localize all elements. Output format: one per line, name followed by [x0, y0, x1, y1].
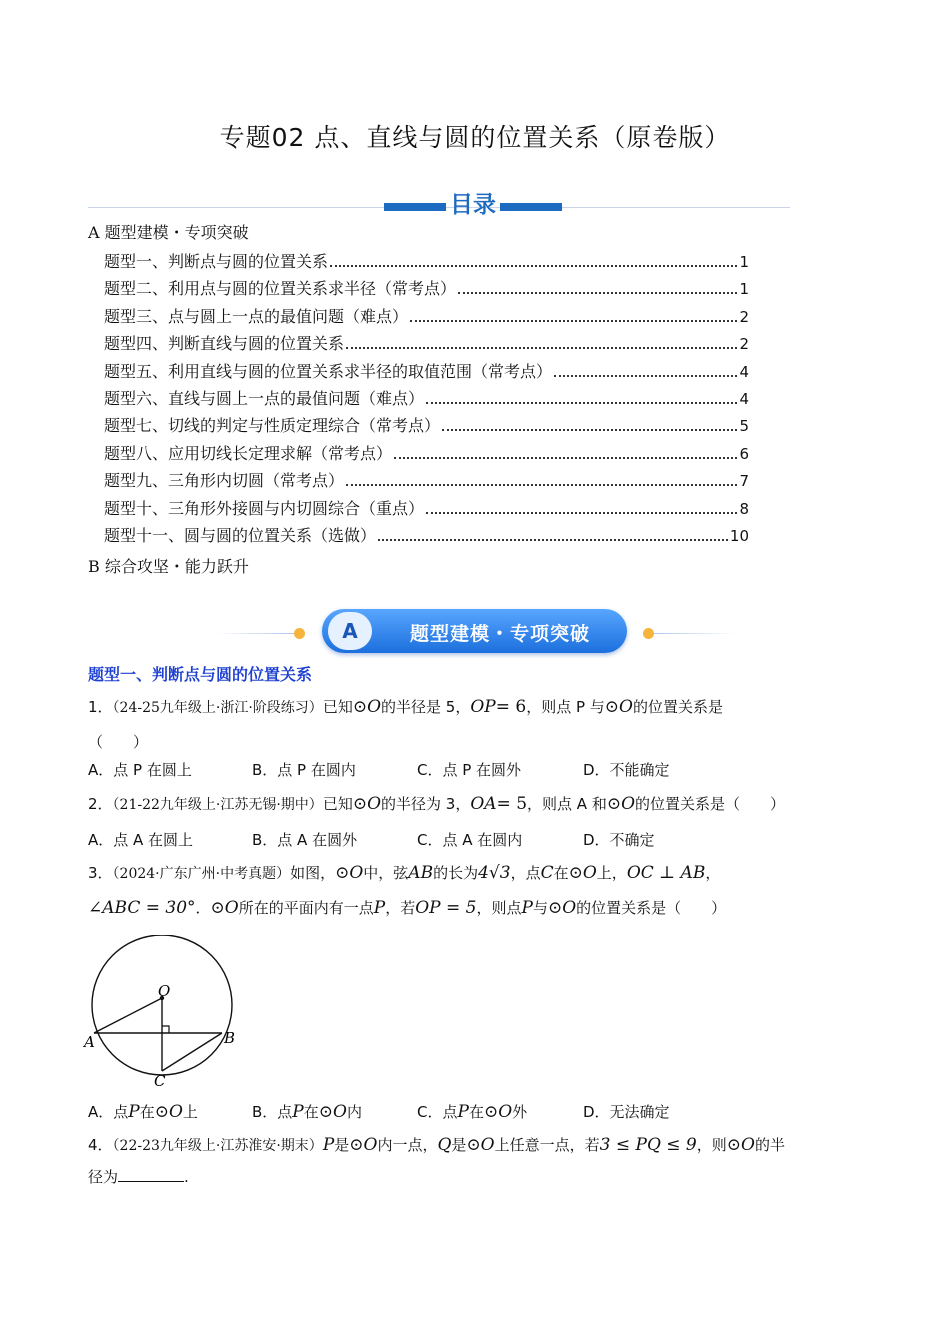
toc-leader-dots: [394, 457, 737, 459]
toc-item[interactable]: [104, 331, 749, 354]
q3-label-a: A: [84, 1033, 95, 1051]
toc-item-page: 10: [729, 527, 749, 545]
text: ．: [195, 899, 211, 917]
q2-circle: ⊙O: [352, 794, 382, 814]
toc-item-page: 6: [739, 444, 749, 463]
q2-stem: [88, 793, 785, 814]
q2-option[interactable]: C．点 A 在圆内: [417, 831, 523, 849]
text: 是: [451, 1136, 467, 1154]
toc-item-page: 2: [739, 307, 749, 326]
text: D．无法确定: [583, 1103, 670, 1121]
toc-item-text: 题型十一、圆与圆的位置关系（选做）: [104, 526, 377, 545]
toc-item[interactable]: [104, 496, 749, 519]
text: 中，弦: [363, 864, 409, 882]
toc-leader-dots: [410, 320, 737, 322]
q2-oa: OA: [470, 794, 497, 814]
q4-source: （22-23九年级上·江苏淮安·期末）: [112, 1138, 323, 1154]
math: ⊙O: [483, 1102, 513, 1122]
q1-text: 已知: [322, 698, 353, 716]
toc-label: 目录: [450, 192, 496, 218]
toc-item[interactable]: [104, 386, 749, 409]
text: 的半: [754, 1136, 785, 1154]
toc-item[interactable]: [104, 523, 749, 546]
q1-stem: [88, 696, 723, 717]
text: 上任意一点，若: [494, 1136, 600, 1154]
q2-text: 已知: [322, 795, 353, 813]
q3-label-o: O: [158, 982, 171, 1000]
toc-item-text: 题型一、判断点与圆的位置关系: [104, 252, 329, 271]
toc-item-page: 4: [739, 362, 749, 381]
toc-section-b[interactable]: B 综合攻坚・能力跃升: [88, 557, 249, 576]
toc-item[interactable]: [104, 468, 749, 491]
toc-item-page: 1: [739, 280, 749, 299]
math: ⊙O: [318, 1102, 347, 1122]
math: P: [292, 1102, 304, 1122]
q1-text: 的半径是 5，: [381, 698, 471, 716]
q2-circle: ⊙O: [606, 794, 636, 814]
q1-circle: ⊙O: [352, 697, 382, 717]
toc-leader-dots: [330, 265, 737, 267]
q3-label-b: B: [224, 1029, 236, 1047]
toc-item[interactable]: [104, 304, 749, 327]
math: ⊙O: [154, 1102, 183, 1122]
banner-line-left: [215, 633, 298, 634]
q3-option[interactable]: [417, 1101, 527, 1122]
q2-text: 的半径为 3，: [381, 795, 471, 813]
math: OP = 5: [415, 898, 477, 918]
text: 外: [512, 1103, 528, 1121]
toc-item-page: 1: [739, 253, 749, 271]
toc-item-page: 8: [739, 499, 749, 518]
q2-source: （21-22九年级上·江苏无锡·期中）: [112, 797, 323, 813]
banner-line-right: [648, 633, 736, 634]
text: 的位置关系是（ ）: [576, 899, 727, 917]
banner-text: 题型建模・专项突破: [409, 623, 590, 645]
math: ⊙O: [335, 863, 364, 883]
q1-circle: ⊙O: [604, 697, 633, 717]
text: 内: [346, 1103, 362, 1121]
q1-eq: = 6: [495, 697, 527, 717]
q3-number: 3．: [88, 864, 113, 882]
math: 4√3: [478, 863, 511, 883]
toc-leader-dots: [426, 512, 737, 514]
math: P: [322, 1135, 335, 1155]
toc-section-a[interactable]: A 题型建模・专项突破: [88, 223, 249, 242]
toc-item-page: 2: [739, 335, 749, 354]
toc-leader-dots: [442, 429, 737, 431]
math: OC ⊥ AB: [626, 863, 706, 883]
text: 是: [334, 1136, 350, 1154]
q3-label-c: C: [154, 1072, 166, 1090]
q1-option[interactable]: C．点 P 在圆外: [417, 761, 522, 779]
toc-leader-dots: [458, 292, 737, 294]
banner-letter: A: [328, 612, 372, 650]
toc-item-text: 题型八、应用切线长定理求解（常考点）: [104, 443, 393, 463]
text: A．点: [88, 1103, 129, 1121]
q2-option[interactable]: B．点 A 在圆外: [252, 831, 358, 849]
q2-number: 2．: [88, 795, 113, 813]
math: ∠ABC = 30°: [88, 898, 196, 918]
toc-heading: [0, 186, 950, 220]
text: 所在的平面内有一点: [238, 899, 374, 917]
text: ，若: [385, 899, 416, 917]
q1-option[interactable]: D．不能确定: [583, 761, 670, 779]
text: 的长为: [433, 864, 479, 882]
text: ，点: [510, 864, 541, 882]
q1-option[interactable]: B．点 P 在圆内: [252, 761, 356, 779]
text: 与: [532, 899, 548, 917]
q1-option[interactable]: A．点 P 在圆上: [88, 761, 192, 779]
text: C．点: [417, 1103, 458, 1121]
q3-option[interactable]: [252, 1101, 362, 1122]
section-title: 题型一、判断点与圆的位置关系: [88, 665, 313, 684]
toc-item-text: 题型五、利用直线与圆的位置关系求半径的取值范围（常考点）: [104, 361, 553, 381]
banner-dot-right: [643, 628, 654, 639]
q3-stem-line1: [88, 862, 720, 883]
toc-item-text: 题型二、利用点与圆的位置关系求半径（常考点）: [104, 279, 457, 299]
text: 内一点，: [377, 1136, 438, 1154]
text: 上，: [596, 864, 627, 882]
q4-stem-line2: [88, 1166, 189, 1187]
math: P: [457, 1102, 469, 1122]
math: ⊙O: [466, 1135, 495, 1155]
toc-item[interactable]: [104, 276, 749, 299]
text: 在: [139, 1103, 155, 1121]
q3-stem-line2: [88, 897, 726, 918]
q3-line1: [290, 864, 720, 882]
q2-text: ，则点 A 和: [527, 795, 607, 813]
toc-leader-dots: [554, 375, 737, 377]
math: C: [540, 863, 554, 883]
math: P: [521, 898, 533, 918]
text: 在: [553, 864, 569, 882]
q2-eq: = 5: [496, 794, 528, 814]
page-title: 专题02 点、直线与圆的位置关系（原卷版）: [219, 123, 731, 152]
math: P: [128, 1102, 140, 1122]
math: AB: [408, 863, 434, 883]
q4-end: .: [184, 1168, 189, 1186]
q3-source: （2024·广东广州·中考真题）: [112, 866, 291, 882]
text: ，则点: [476, 899, 522, 917]
toc-item-text: 题型九、三角形内切圆（常考点）: [104, 471, 345, 491]
q3-figure: [82, 935, 252, 1095]
toc-item[interactable]: [104, 441, 749, 464]
q4-number: 4．: [88, 1136, 113, 1154]
text: 在: [303, 1103, 319, 1121]
q2-option[interactable]: A．点 A 在圆上: [88, 831, 194, 849]
toc-item-page: 7: [739, 472, 749, 491]
toc-item-text: 题型四、判断直线与圆的位置关系: [104, 334, 345, 354]
q1-number: 1．: [88, 698, 113, 716]
math: ⊙O: [726, 1135, 755, 1155]
toc-item-text: 题型十、三角形外接圆与内切圆综合（重点）: [104, 498, 425, 518]
toc-item[interactable]: [104, 359, 749, 382]
toc-leader-dots: [346, 484, 737, 486]
math: Q: [437, 1135, 452, 1155]
toc-item-text: 题型七、切线的判定与性质定理综合（常考点）: [104, 416, 441, 436]
text: B．点: [252, 1103, 293, 1121]
math: P: [373, 898, 386, 918]
toc-item-text: 题型三、点与圆上一点的最值问题（难点）: [104, 306, 409, 326]
q2-option[interactable]: D．不确定: [583, 831, 655, 849]
q2-text: 的位置关系是（ ）: [635, 795, 786, 813]
q4-stem-line1: [88, 1134, 785, 1155]
q4-answer-blank[interactable]: [118, 1181, 184, 1182]
q1-text: 的位置关系是: [632, 698, 723, 716]
toc-item-page: 4: [739, 390, 749, 408]
q3-option[interactable]: [583, 1101, 670, 1122]
toc-leader-dots: [426, 402, 737, 404]
q1-source: （24-25九年级上·浙江·阶段练习）: [112, 700, 323, 716]
text: 上: [182, 1103, 198, 1121]
toc-leader-dots: [346, 347, 737, 349]
toc-item[interactable]: [104, 249, 749, 272]
q3-right-angle-mark: [162, 1026, 169, 1033]
toc-item-text: 题型六、直线与圆上一点的最值问题（难点）: [104, 389, 425, 408]
toc-bar-left: [384, 203, 446, 211]
q4-text: 径为: [88, 1168, 119, 1186]
toc-item-page: 5: [739, 417, 749, 436]
q3-segment-ao: [94, 998, 162, 1033]
text: ，则: [696, 1136, 727, 1154]
q1-op: OP: [470, 697, 496, 717]
math: ⊙O: [210, 898, 239, 918]
toc-bar-right: [500, 203, 562, 211]
math: 3 ≤ PQ ≤ 9: [599, 1135, 697, 1155]
section-banner: [0, 606, 950, 658]
text: 在: [468, 1103, 484, 1121]
q4-line1: [323, 1136, 785, 1154]
text: ，: [705, 864, 721, 882]
q3-option[interactable]: [88, 1101, 198, 1122]
text: 如图，: [290, 864, 336, 882]
q1-text: ，则点 P 与: [526, 698, 605, 716]
math: ⊙O: [349, 1135, 378, 1155]
math: ⊙O: [547, 898, 577, 918]
toc-item[interactable]: [104, 413, 749, 436]
toc-leader-dots: [378, 539, 728, 541]
math: ⊙O: [568, 863, 597, 883]
banner-dot-left: [294, 628, 305, 639]
q1-paren: （ ）: [88, 733, 149, 751]
